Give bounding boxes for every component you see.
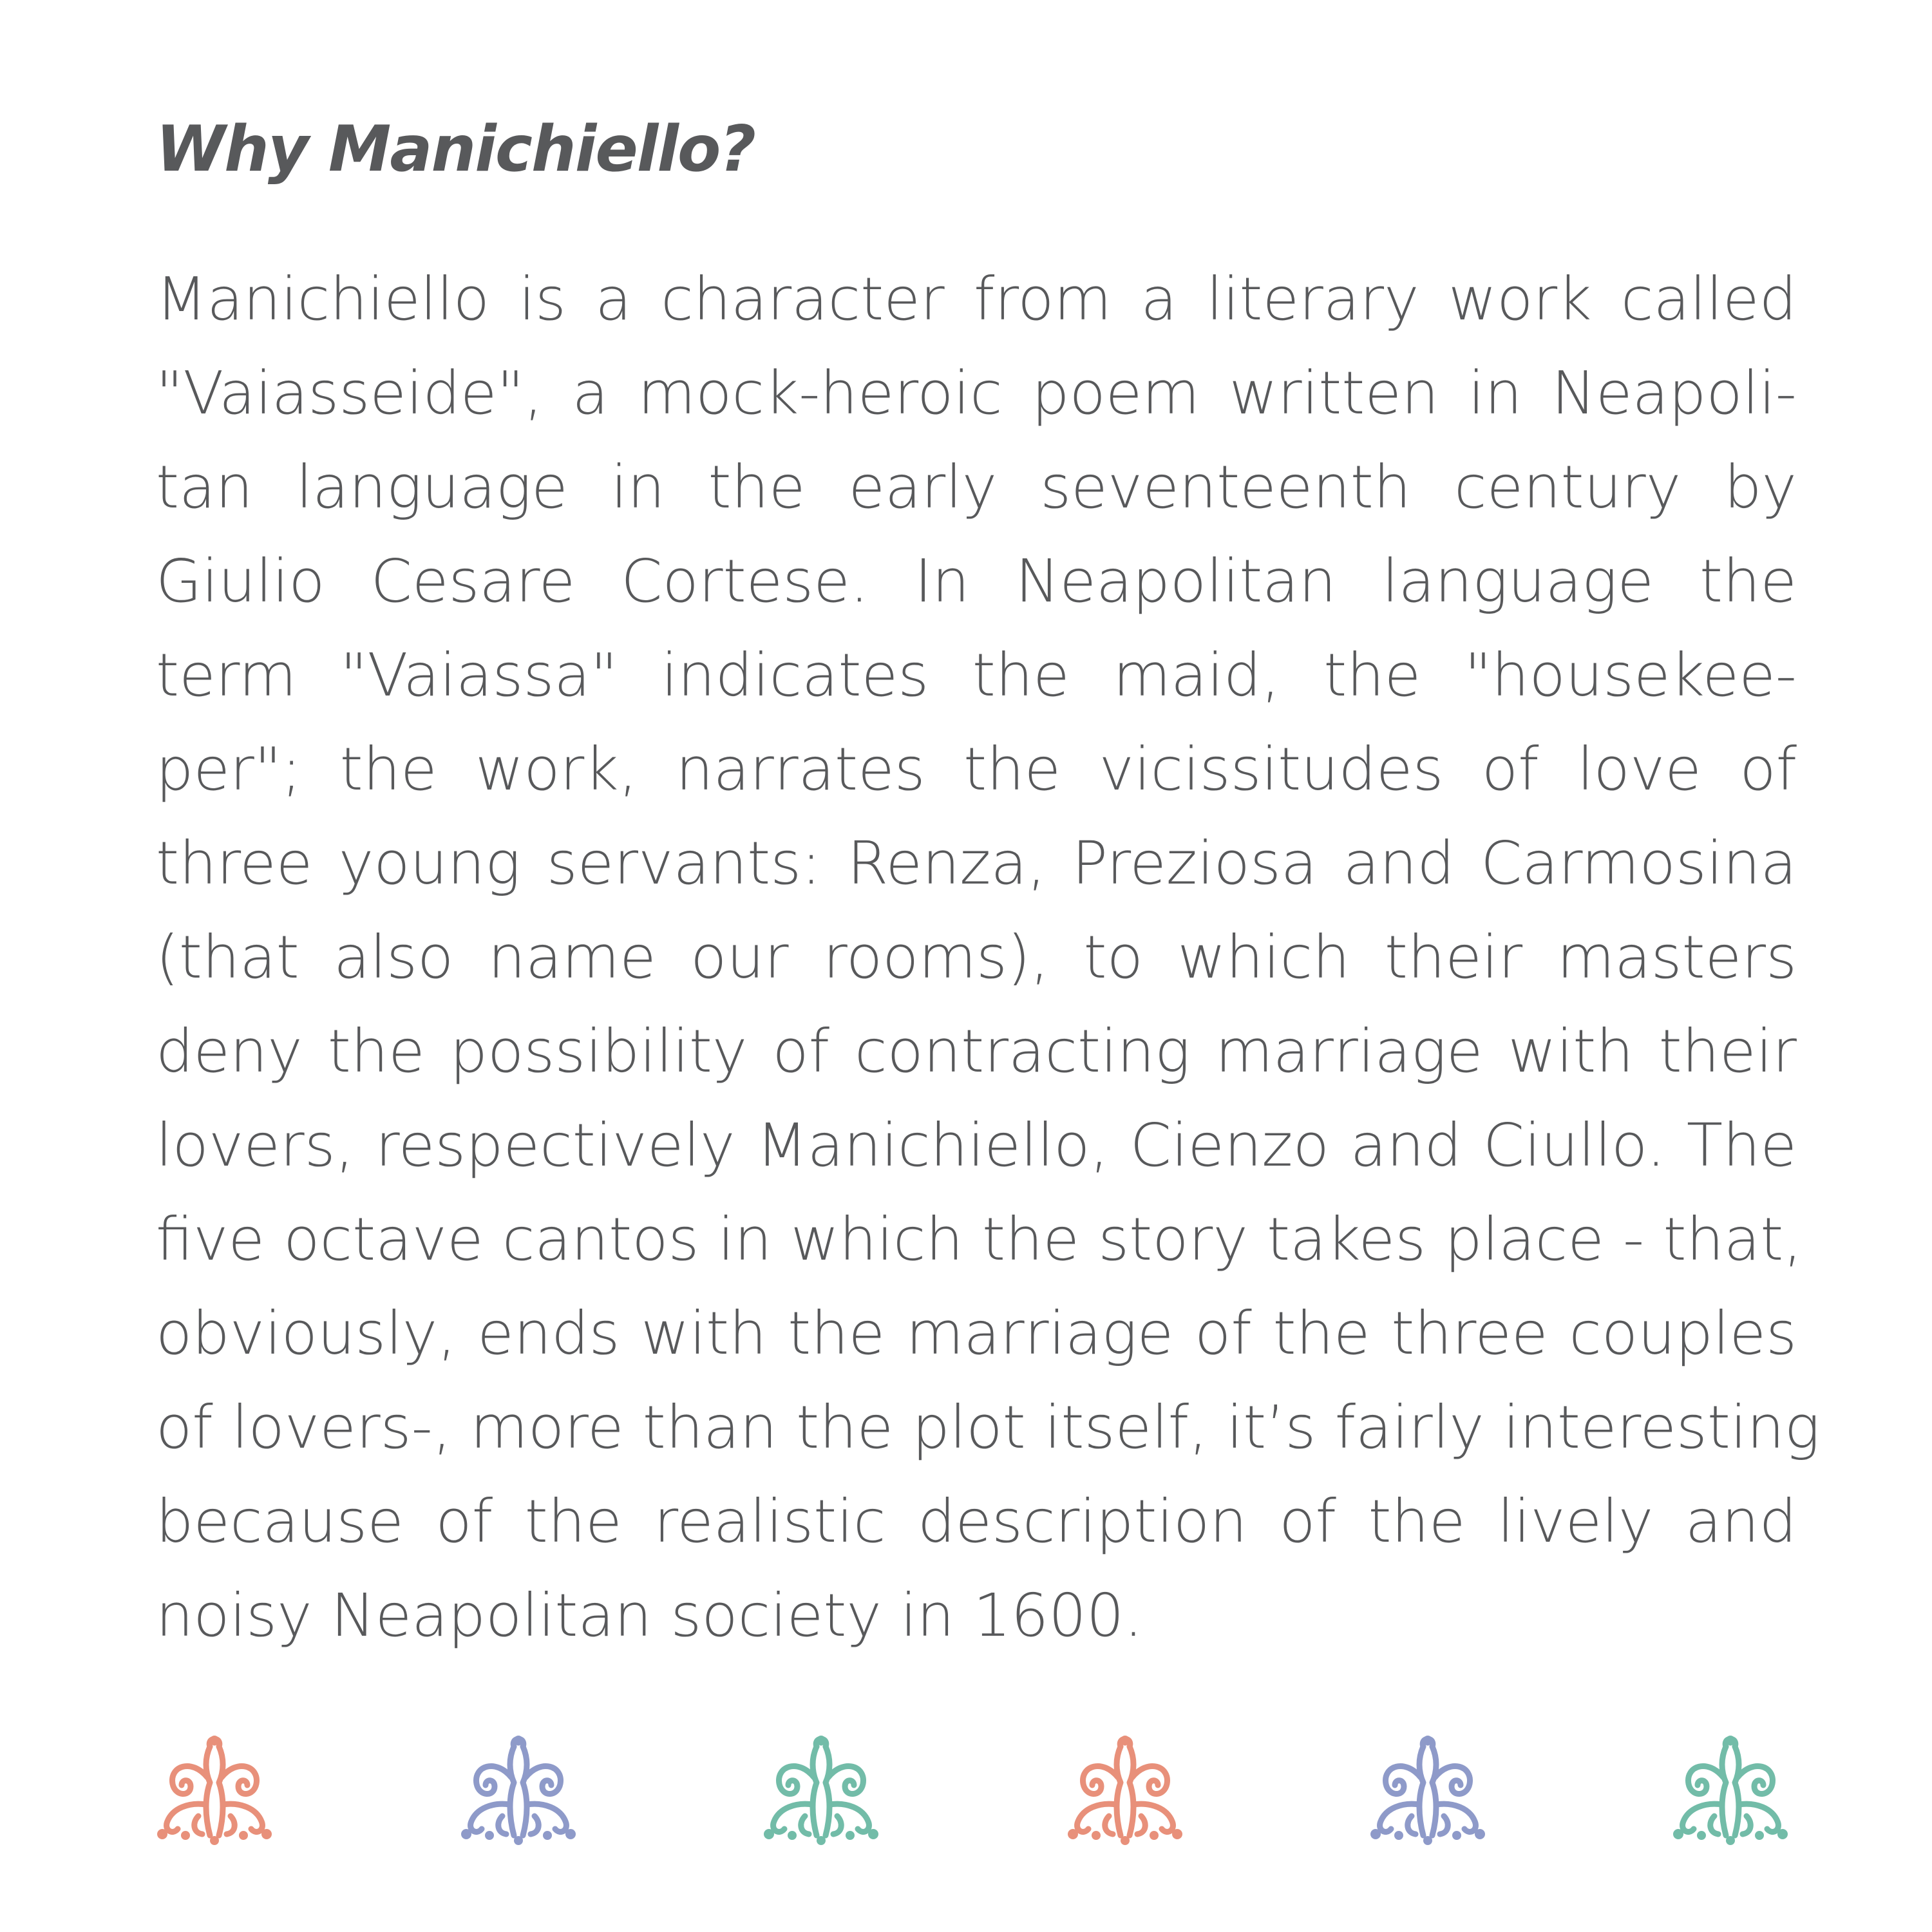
paragraph-line: "Vaiasseide", a mock-heroic poem written in Neapoli-	[156, 359, 1797, 428]
paragraph-line: three young servants: Renza, Preziosa and Carmosina	[156, 829, 1797, 898]
fleur-ornament-icon	[1669, 1732, 1792, 1848]
fleur-ornament-icon	[1064, 1732, 1186, 1848]
paragraph-line: Giulio Cesare Cortese. In Neapolitan language the	[156, 547, 1797, 616]
paragraph-line: term "Vaiassa" indicates the maid, the "housekee-	[156, 641, 1797, 710]
paragraph-line: lovers, respectively Manichiello, Cienzo and Ciullo. The	[156, 1111, 1797, 1180]
paragraph-line: Manichiello is a character from a literary work called	[156, 265, 1797, 334]
fleur-ornament-icon	[457, 1732, 580, 1848]
paragraph-line: (that also name our rooms), to which their masters	[156, 923, 1797, 992]
page-title: Why Manichiello?	[156, 113, 755, 186]
paragraph-line: deny the possibility of contracting marriage with their	[156, 1017, 1797, 1086]
fleur-ornament-icon	[153, 1732, 276, 1848]
paragraph-line: because of the realistic description of the lively and	[156, 1487, 1797, 1556]
fleur-ornament-icon	[1367, 1732, 1489, 1848]
paragraph-line: noisy Neapolitan society in 1600.	[156, 1581, 1143, 1650]
body-paragraph	[156, 252, 1820, 1663]
paragraph-line: per"; the work, narrates the vicissitudes of love of	[156, 735, 1797, 804]
paragraph-line: five octave cantos in which the story takes place - that,	[156, 1205, 1803, 1274]
paragraph-line: of lovers-, more than the plot itself, it’s fairly interesting	[156, 1393, 1820, 1462]
fleur-ornament-icon	[760, 1732, 882, 1848]
ornament-row	[0, 1732, 1932, 1848]
paragraph-line: tan language in the early seventeenth century by	[156, 453, 1797, 522]
paragraph-line: obviously, ends with the marriage of the three couples	[156, 1299, 1797, 1368]
